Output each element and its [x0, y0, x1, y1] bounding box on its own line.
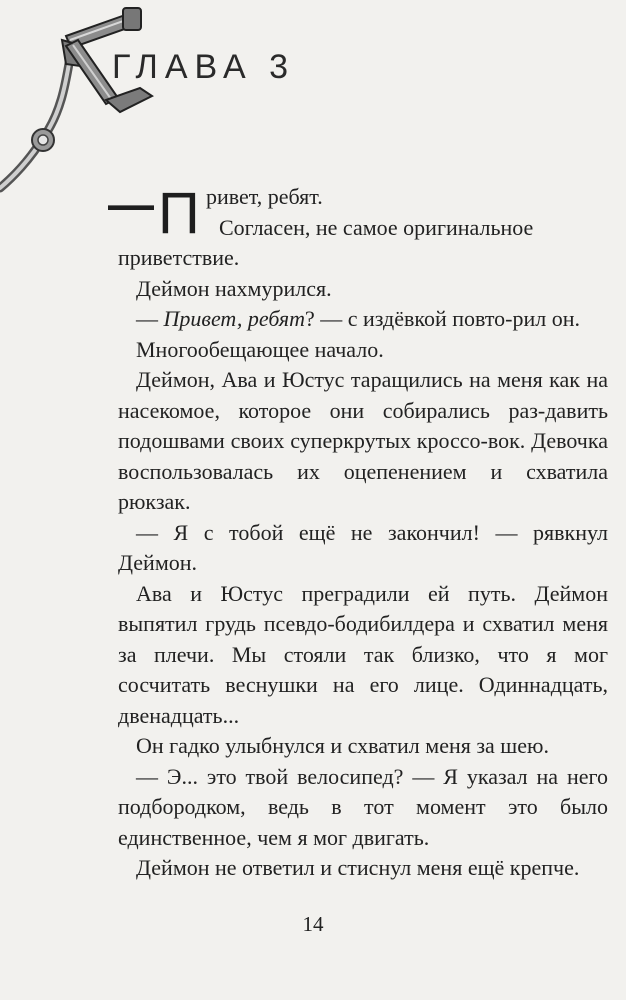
paragraph: — Я с тобой ещё не закончил! — рявкнул Деймон.: [118, 519, 608, 575]
paragraph: Ава и Юстус преградили ей путь. Деймон выпятил грудь псевдо-бодибилдера и схватил меня за плечи. Мы стояли так близко, что я мог сосчитать веснушки на его лице. Одиннадцать, двенадцать...: [118, 580, 608, 728]
paragraph: Деймон, Ава и Юстус таращились на меня как на насекомое, которое они собирались раз-давить подошвами своих суперкрутых кроссо-вок. Девочка воспользовалась их оцепенением и схватила рюкзак.: [118, 367, 608, 514]
opening-line-text: ривет, ребят.: [206, 184, 323, 209]
dropcap-letter: П: [158, 181, 200, 246]
paragraph: Он гадко улыбнулся и схватил меня за шею.: [136, 733, 549, 758]
opening-line-2: Согласен, не самое оригинальное: [219, 214, 534, 240]
chapter-ornament: [0, 0, 170, 200]
paragraph: Деймон нахмурился.: [136, 275, 332, 301]
chapter-body: [108, 178, 608, 884]
italic-quote: Привет, ребят: [163, 306, 305, 331]
opening-line-3: приветствие.: [118, 245, 240, 270]
paragraph-dialogue: — Привет, ребят? — с издёвкой повто-рил он.: [136, 306, 581, 331]
page-number: 14: [302, 912, 324, 936]
paragraph: — Э... это твой велосипед? — Я указал на него подбородком, ведь в тот момент это было единственное, чем я мог двигать.: [118, 763, 608, 850]
chapter-title: ГЛАВА 3: [112, 48, 296, 86]
paragraph: Многообещающее начало.: [136, 336, 384, 362]
paragraph: Деймон не ответил и стиснул меня ещё крепче.: [136, 855, 580, 880]
dropcap-dash: —: [108, 178, 154, 230]
